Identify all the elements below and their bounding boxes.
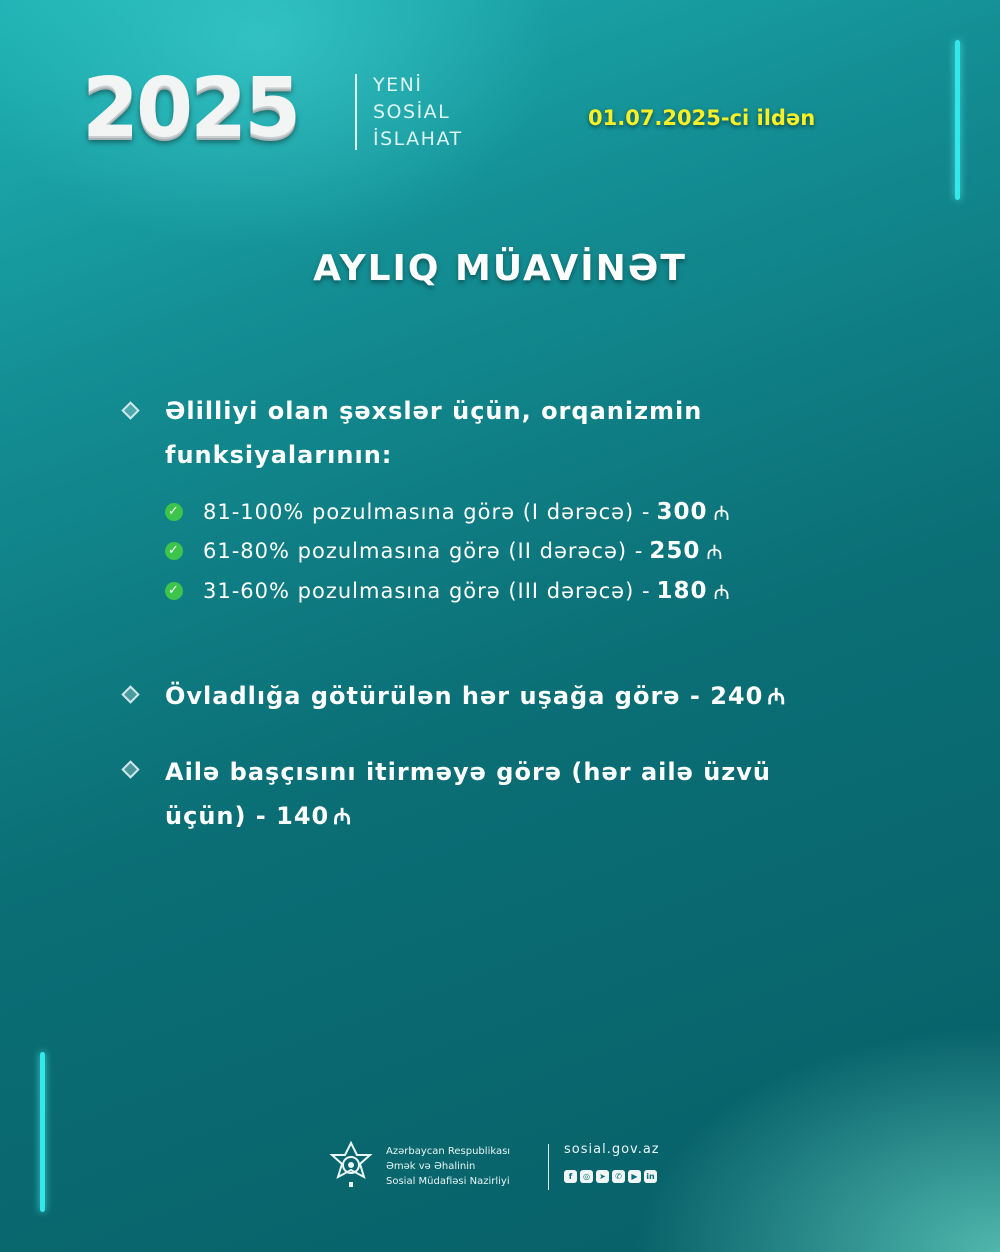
manat-icon: ₼ [713, 579, 731, 604]
list-item [165, 497, 731, 527]
bullet-diamond-icon [121, 685, 139, 703]
ministry-name [386, 1144, 510, 1189]
brand-divider [355, 74, 357, 150]
bullet-diamond-icon [121, 401, 139, 419]
check-icon: ✓ [165, 503, 183, 521]
ministry-line1: Azərbaycan Respublikası [386, 1146, 511, 1157]
accent-bar-top [955, 40, 960, 200]
instagram-icon[interactable]: ◎ [580, 1170, 593, 1183]
accent-bar-bottom [40, 1052, 45, 1212]
section-breadwinner [165, 750, 771, 840]
section-disability-line2: funksiyalarının: [165, 441, 393, 469]
item-text: 61-80% pozulmasına görə (II dərəcə) - [203, 539, 644, 563]
manat-icon: ₼ [333, 805, 353, 830]
check-icon: ✓ [165, 582, 183, 600]
brand-word-2: SOSİAL [373, 101, 451, 123]
effective-date: 01.07.2025-ci ildən [588, 106, 816, 130]
facebook-icon[interactable]: f [564, 1170, 577, 1183]
section-breadwinner-line2: üçün) - 140 [165, 802, 330, 830]
item-text: 81-100% pozulmasına görə (I dərəcə) - [203, 500, 651, 524]
ministry-line3: Sosial Müdafiəsi Nazirliyi [386, 1176, 510, 1187]
item-text: 31-60% pozulmasına görə (III dərəcə) - [203, 579, 651, 603]
youtube-icon[interactable]: ▶ [628, 1170, 641, 1183]
footer [326, 1140, 686, 1200]
manat-icon: ₼ [706, 539, 724, 564]
item-amount: 250 [649, 538, 701, 564]
manat-icon: ₼ [713, 500, 731, 525]
page-title: AYLIQ MÜAVİNƏT [313, 248, 687, 289]
website-link[interactable]: sosial.gov.az [564, 1142, 660, 1157]
bullet-diamond-icon [121, 760, 139, 778]
section-disability-heading [165, 389, 702, 477]
section-breadwinner-line2-wrap [165, 794, 771, 840]
brand-word-1: YENİ [373, 74, 423, 96]
telegram-icon[interactable]: ➤ [596, 1170, 609, 1183]
item-amount: 180 [656, 578, 708, 604]
section-adoption [165, 674, 786, 720]
brand-word-3: İSLAHAT [373, 128, 463, 150]
linkedin-icon[interactable]: in [644, 1170, 657, 1183]
manat-icon: ₼ [767, 685, 787, 710]
brand-year: 2025 [82, 61, 299, 156]
ministry-emblem-icon [326, 1140, 376, 1190]
list-item [165, 576, 731, 606]
footer-divider [548, 1144, 549, 1190]
section-adoption-text: Övladlığa götürülən hər uşağa görə - 240 [165, 682, 764, 710]
check-icon: ✓ [165, 542, 183, 560]
whatsapp-icon[interactable]: ✆ [612, 1170, 625, 1183]
item-amount: 300 [656, 499, 708, 525]
list-item [165, 536, 724, 566]
brand-words [373, 72, 463, 153]
section-breadwinner-line1: Ailə başçısını itirməyə görə (hər ailə üzvü [165, 758, 772, 786]
ministry-line2: Əmək və Əhalinin [386, 1161, 476, 1172]
social-links [564, 1170, 657, 1183]
section-disability-line1: Əlilliyi olan şəxslər üçün, orqanizmin [165, 397, 703, 425]
